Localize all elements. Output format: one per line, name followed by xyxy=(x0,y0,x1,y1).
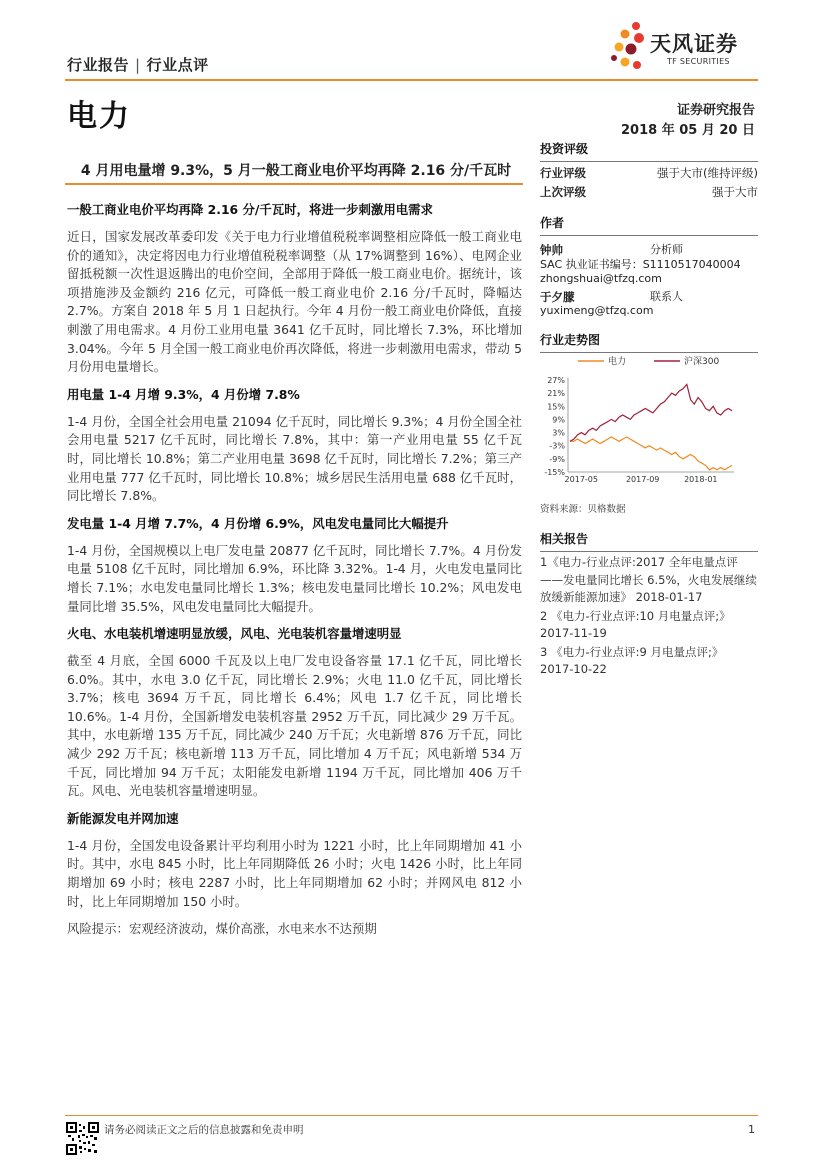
series-line xyxy=(570,384,732,441)
subcategory-label: 行业点评 xyxy=(146,56,209,74)
section-heading: 一般工商业电价平均再降 2.16 分/千瓦时，将进一步刺激用电需求 xyxy=(67,202,433,217)
legend-label: 沪深300 xyxy=(684,357,720,367)
chart-source: 资料来源：贝格数据 xyxy=(540,504,626,515)
previous-rating-row xyxy=(540,183,758,202)
report-type: 证券研究报告 xyxy=(676,103,755,118)
author-name: 钟帅 xyxy=(540,243,563,257)
report-category xyxy=(67,54,209,75)
qr-code-icon xyxy=(66,1122,99,1155)
section-heading: 发电量 1-4 月增 7.7%，4 月份增 6.9%，风电发电量同比大幅提升 xyxy=(67,515,449,531)
author-name: 于夕朦 xyxy=(540,289,575,304)
main-content xyxy=(67,195,522,939)
y-tick-label: 3% xyxy=(552,428,565,438)
risk-warning: 风险提示：宏观经济波动，煤价高涨，水电来水不达预期 xyxy=(67,921,377,937)
section-heading: 用电量 1-4 月增 9.3%，4 月份增 7.8% xyxy=(67,386,300,402)
author-box xyxy=(540,214,758,319)
page-title: 电力 xyxy=(67,99,131,134)
x-tick-label: 2017-09 xyxy=(625,475,660,484)
page-number: 1 xyxy=(748,1123,755,1136)
report-subtitle: 4 月用电量增 9.3%，5 月一般工商业电价平均再降 2.16 分/千瓦时 xyxy=(80,163,512,179)
author-email[interactable]: zhongshuai@tfzq.com xyxy=(540,272,662,285)
header-rule xyxy=(65,79,758,81)
related-list xyxy=(540,554,758,679)
related-report-item[interactable]: 2 《电力-行业点评:10 月电量点评;》 2017-11-19 xyxy=(540,608,731,640)
trend-title: 行业走势图 xyxy=(540,331,758,353)
series-line xyxy=(570,437,732,470)
author-title: 作者 xyxy=(540,214,758,236)
author-2 xyxy=(540,290,758,319)
author-role: 联系人 xyxy=(650,289,683,303)
section-heading: 火电、水电装机增速明显放缓，风电、光电装机容量增速明显 xyxy=(67,626,402,642)
industry-trend-chart xyxy=(538,350,760,490)
industry-rating-row xyxy=(540,164,758,183)
section-heading: 新能源发电并网加速 xyxy=(67,810,179,826)
rating-label: 行业评级 xyxy=(540,166,586,180)
author-email[interactable]: yuximeng@tfzq.com xyxy=(540,304,654,317)
company-name-en: TF SECURITIES xyxy=(667,57,730,66)
x-tick-label: 2017-05 xyxy=(564,475,598,484)
subtitle-rule xyxy=(65,183,523,185)
section-body: 1-4 月份，全国规模以上电厂发电量 20877 亿千瓦时，同比增长 7.7%。4 月份发电量 5108 亿千瓦时，同比增加 6.9%，环比降 3.32%。1-4 月，火电发电量同比增长 7.1%；水电发电量同比增长 1.3%；核电发电量同比增长 10.2%；风电发电量同比增 35.5%，风电发电量同比大幅提升。 xyxy=(67,542,522,614)
y-tick-label: -15% xyxy=(544,468,565,477)
footer-disclaimer: 请务必阅读正文之后的信息披露和免责申明 xyxy=(104,1124,304,1136)
x-tick-label: 2018-01 xyxy=(684,475,718,484)
section-body: 截至 4 月底，全国 6000 千瓦及以上电厂发电设备容量 17.1 亿千瓦，同比增长 6.0%。其中，水电 3.0 亿千瓦，同比增长 2.9%；火电 11.0 亿千瓦，同比增长 3.7%；核电 3694 万千瓦，同比增长 6.4%；风电 1.7 亿千瓦，同比增长 10.6%。1-4 月份，全国新增发电装机容量 2952 万千瓦，同比减少 29 万千瓦。其中，水电新增 135 万千瓦，同比减少 240 万千瓦；火电新增 876 万千瓦，同比减少 292 万千瓦；核电新增 113 万千瓦，同比增加 4 万千瓦；风电新增 534 万千瓦，同比增加 94 万千瓦；太阳能发电新增 1194 万千瓦，同比增加 406 万千瓦。风电、光电装机容量增速明显。 xyxy=(67,653,522,799)
y-tick-label: 9% xyxy=(552,415,565,425)
related-report-item[interactable]: 3 《电力-行业点评:9 月电量点评;》 2017-10-22 xyxy=(540,644,724,676)
company-name: 天风证券 xyxy=(650,32,738,56)
author-role: 分析师 xyxy=(650,243,683,256)
footer-rule xyxy=(65,1115,758,1116)
y-tick-label: 21% xyxy=(547,389,565,399)
previous-rating-label: 上次评级 xyxy=(540,185,586,199)
section-body: 1-4 月份，全国全社会用电量 21094 亿千瓦时，同比增长 9.3%；4 月份全国全社会用电量 5217 亿千瓦时，同比增长 7.8%，其中：第一产业用电量 55 亿千瓦时，同比增长 10.8%；第二产业用电量 3698 亿千瓦时，同比增长 7.2%；第三产业用电量 777 亿千瓦时，同比增长 10.8%；城乡居民生活用电量 688 亿千瓦时，同比增长 7.8%。 xyxy=(67,413,522,504)
category-label: 行业报告 xyxy=(67,56,130,74)
rating-value: 强于大市(维持评级) xyxy=(657,166,758,180)
y-tick-label: 27% xyxy=(547,376,565,385)
author-sac-number: SAC 执业证书编号：S1110517040004 xyxy=(540,257,741,271)
y-tick-label: 15% xyxy=(547,402,565,412)
section-body: 1-4 月份，全国发电设备累计平均利用小时为 1221 小时，比上年同期增加 41 小时。其中，水电 845 小时，比上年同期降低 26 小时；火电 1426 小时，比上年同期增加 69 小时；核电 2287 小时，比上年同期增加 62 小时；并网风电 812 小时，比上年同期增加 150 小时。 xyxy=(67,837,522,909)
related-title: 相关报告 xyxy=(540,530,758,552)
rating-title: 投资评级 xyxy=(540,140,758,162)
legend-label: 电力 xyxy=(608,357,627,367)
related-report-item[interactable]: 1《电力-行业点评:2017 全年电量点评——发电量同比增长 6.5%，火电发展继续放缓新能源加速》 2018-01-17 xyxy=(540,555,757,604)
y-tick-label: -9% xyxy=(549,454,565,464)
y-tick-label: -3% xyxy=(549,441,565,451)
related-reports-box xyxy=(540,530,758,679)
rating-box xyxy=(540,140,758,202)
section-body: 近日，国家发展改革委印发《关于电力行业增值税税率调整相应降低一般工商业电价的通知》，决定将因电力行业增值税税率调整（从 17%调整到 16%）、电网企业留抵税额一次性退返腾出的电价空间，全部用于降低一般工商业电价。据统计，该项措施涉及金额约 216 亿元，可降低一般工商业电价 2.16 分/千瓦时，降幅达 2.7%。方案自 2018 年 5 月 1 日起执行。今年 4 月份一般工商业电价降低，直接刺激了用电需求。4 月份工业用电量 3641 亿千瓦时，同比增长 7.3%，环比增加 3.04%。今年 5 月全国一般工商业电价再次降低，将进一步刺激用电需求，带动 5 月份用电量增长。 xyxy=(67,229,522,375)
previous-rating-value: 强于大市 xyxy=(712,185,758,199)
category-separator: | xyxy=(135,56,141,74)
report-date: 2018 年 05 月 20 日 xyxy=(621,123,755,138)
author-1 xyxy=(540,243,758,287)
